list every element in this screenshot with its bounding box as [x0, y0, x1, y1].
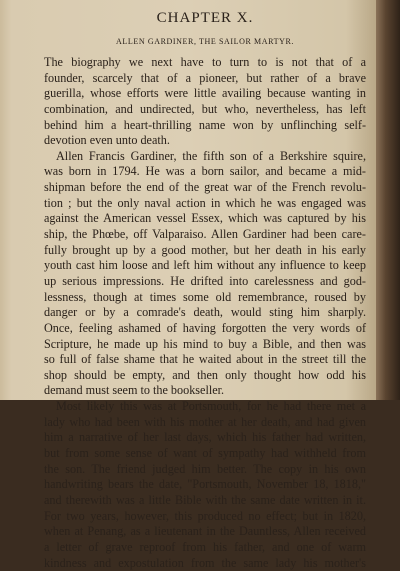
text-line: founder, scarcely that of a pioneer, but rather of a brave — [44, 71, 366, 87]
text-line: the son. The friend judged him better. The copy in his own — [44, 462, 366, 478]
text-line: handwriting bears the date, "Portsmouth, November 18, 1818," — [44, 477, 366, 493]
text-line: ship, the Phœbe, off Valparaiso. Allen Gardiner had been care- — [44, 227, 366, 243]
text-line: shipman before the end of the great war of the French revolu- — [44, 180, 366, 196]
text-line: youth cast him loose and left him without any influence to keep — [44, 258, 366, 274]
text-line: shop should be empty, and then only thought how odd his — [44, 368, 366, 384]
text-line: For two years, however, this produced no effect; but in 1820, — [44, 509, 366, 525]
text-line: so full of false shame that he waited about in the street till the — [44, 352, 366, 368]
text-line: when at Penang, as a lieutenant in the Dauntless, Allen received — [44, 524, 366, 540]
text-line: The biography we next have to turn to is not that of a — [44, 55, 366, 71]
text-line: guerilla, whose efforts were little availing because wanting in — [44, 86, 366, 102]
text-line: but from some sense of want of sympathy had withheld from — [44, 446, 366, 462]
body-text — [44, 55, 366, 571]
text-line: fully brought up by a good mother, but her death in his early — [44, 243, 366, 259]
text-line: was born in 1794. He was a born sailor, and became a mid- — [44, 164, 366, 180]
text-line: Allen Francis Gardiner, the fifth son of a Berkshire squire, — [44, 149, 366, 165]
text-line: against the American vessel Essex, which was captured by his — [44, 211, 366, 227]
text-line: and therewith was a little Bible with the same date written in it. — [44, 493, 366, 509]
text-line: him a narrative of her last days, which his father had written, — [44, 430, 366, 446]
chapter-heading: CHAPTER X. — [44, 8, 366, 28]
text-line: demand must seem to the bookseller. — [44, 383, 366, 399]
text-line: lady who had been with his mother at her death, and had given — [44, 415, 366, 431]
book-gutter — [376, 0, 400, 400]
text-line: kindness and expostulation from the same lady his mother's — [44, 556, 366, 571]
text-line: Scripture, he made up his mind to buy a Bible, and then was — [44, 337, 366, 353]
text-line: combination, and undirected, but who, nevertheless, has left — [44, 102, 366, 118]
text-line: danger or by a comrade's death, would sting him sharply. — [44, 305, 366, 321]
text-line: lessness, though at times some old remembrance, roused by — [44, 290, 366, 306]
text-line: a letter of grave reproof from his father, and one of warm — [44, 540, 366, 556]
text-line: up serious impressions. He drifted into carelessness and god- — [44, 274, 366, 290]
text-line: behind him a heart-thrilling name won by unflinching self- — [44, 118, 366, 134]
page-text — [44, 0, 366, 571]
text-line: Most likely this was at Portsmouth, for he had there met a — [44, 399, 366, 415]
text-line: Once, feeling ashamed of having forgotten the very words of — [44, 321, 366, 337]
text-line: tion ; but the only naval action in which he was engaged was — [44, 196, 366, 212]
section-title: ALLEN GARDINER, THE SAILOR MARTYR. — [44, 35, 366, 49]
text-line: devotion even unto death. — [44, 133, 366, 149]
